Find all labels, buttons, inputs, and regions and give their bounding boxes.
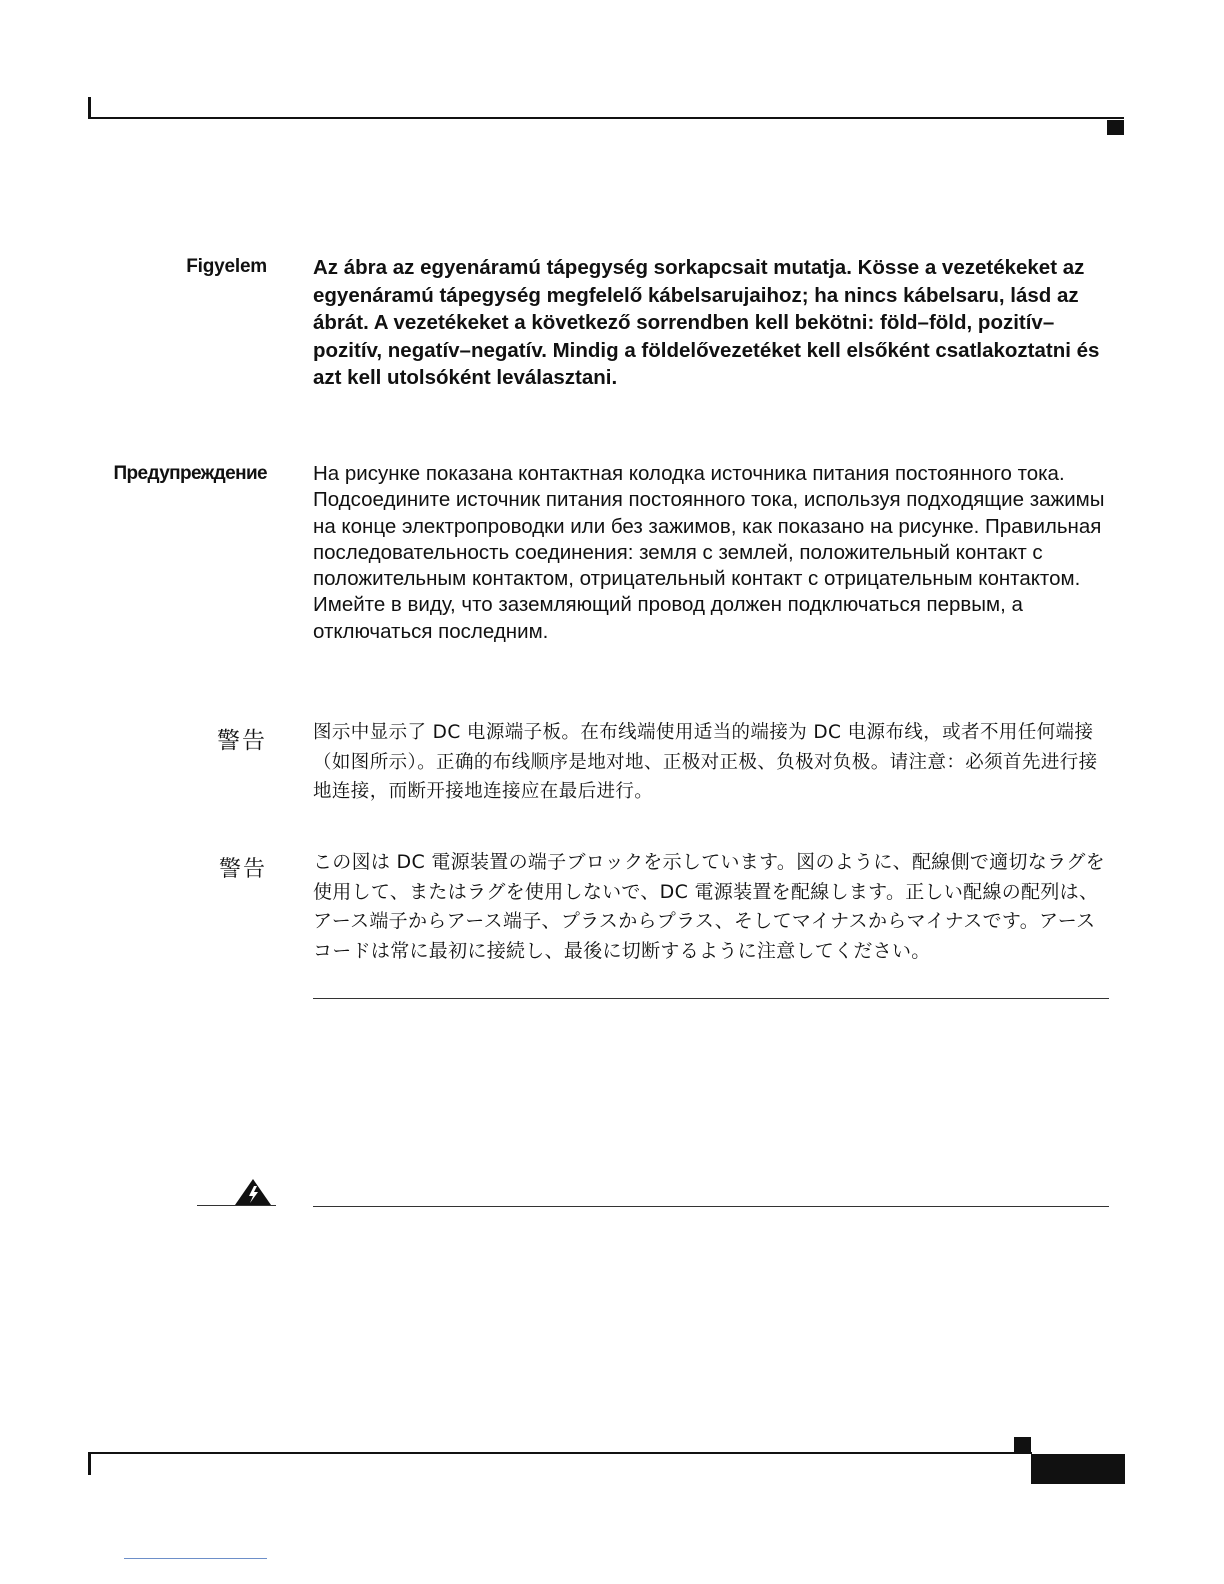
section-divider	[313, 998, 1109, 999]
warning-triangle-icon	[234, 1178, 272, 1206]
warning-label-russian: Предупреждение	[113, 463, 267, 484]
warning-label-hungarian: Figyelem	[186, 256, 267, 277]
warning-text-chinese: 图示中显示了 DC 电源端子板。在布线端使用适当的端接为 DC 电源布线，或者不用任何端接（如图所示）。正确的布线顺序是地对地、正极对正极、负极对负极。请注意：必须首先进行接地连接，而断开接地连接应在最后进行。	[313, 722, 1098, 802]
warning-label-japanese: 警告	[218, 856, 267, 881]
footer-rule	[88, 1452, 1032, 1454]
warning-text-hungarian: Az ábra az egyenáramú tápegység sorkapcsait mutatja. Kösse a vezetékeket az egyenáramú tápegység megfelelő kábelsarujaihoz; ha nincs kábelsaru, lásd az ábrát. A vezetékeket a következő sorrendben kell bekötni: föld–föld, pozitív–pozitív, negatív–negatív. Mindig a földelővezetéket kell elsőként csatlakoztatni és azt kell utolsóként leválasztani.	[313, 256, 1100, 390]
footer-link-underline	[124, 1558, 267, 1559]
footer-page-tab	[1031, 1454, 1125, 1484]
warning-label-chinese: 警告	[217, 727, 267, 753]
footer-tick	[88, 1453, 91, 1475]
warning-text-japanese: この図は DC 電源装置の端子ブロックを示しています。図のように、配線側で適切なラグを使用して、またはラグを使用しないで、DC 電源装置を配線します。正しい配線の配列は、アース端子からアース端子、プラスからプラス、そしてマイナスからマイナスです。アース コードは常に最初に接続し、最後に切断するように注意してください。	[313, 851, 1105, 962]
warning-rule	[313, 1206, 1109, 1207]
header-square-marker	[1107, 120, 1124, 135]
header-tick	[88, 97, 91, 119]
warning-text-russian: На рисунке показана контактная колодка источника питания постоянного тока. Подсоедините источник питания постоянного тока, используя подходящие зажимы на конце электропроводки или без зажимов, как показано на рисунке. Правильная последовательность соединения: земля с землей, положительный контакт с положительным контактом, отрицательный контакт с отрицательным контактом. Имейте в виду, что заземляющий провод должен подключаться первым, а отключаться последним.	[313, 462, 1105, 643]
header-rule	[88, 117, 1124, 119]
footer-square-marker	[1014, 1437, 1031, 1453]
